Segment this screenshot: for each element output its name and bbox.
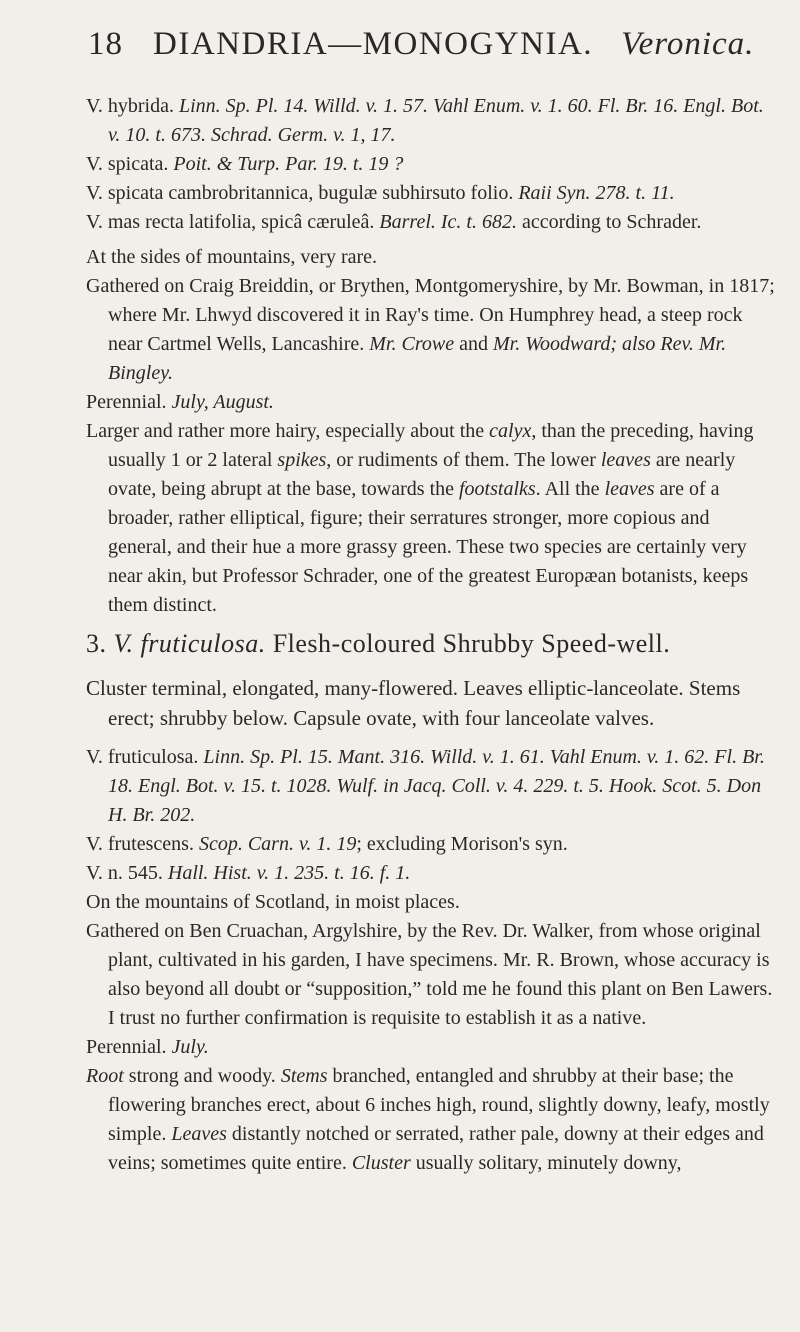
page-number: 18 (88, 26, 123, 62)
diagnosis-text: Cluster terminal, elongated, many-flowered. Leaves elliptic-lanceolate. Stems erect; shrubby below. Capsule ovate, with four lanceolate valves. (86, 676, 741, 730)
reference-line: V. spicata cambrobritannica, bugulæ subhirsuto folio. Raii Syn. 278. t. 11. (86, 182, 675, 204)
running-title: DIANDRIA—MONOGYNIA. (153, 26, 594, 62)
reference-line: V. mas recta latifolia, spicâ cæruleâ. Barrel. Ic. t. 682. according to Schrader. (86, 211, 702, 233)
species-3-section (86, 628, 776, 1178)
synonyms-hybrida (86, 92, 776, 620)
genus-title: Veronica. (621, 26, 755, 62)
reference-line: V. frutescens. Scop. Carn. v. 1. 19; excluding Morison's syn. (86, 833, 568, 855)
habitat-text: On the mountains of Scotland, in moist places. (86, 891, 460, 913)
gathered-text: Gathered on Craig Breiddin, or Brythen, Montgomeryshire, by Mr. Bowman, in 1817; where Mr. Lhwyd discovered it in Ray's time. On Humphrey head, a steep rock near Cartmel Wells, Lancashire. Mr. Crowe and Mr. Woodward; also Rev. Mr. Bingley. (86, 275, 775, 384)
gathered-text: Gathered on Ben Cruachan, Argylshire, by the Rev. Dr. Walker, from whose original plant, cultivated in his garden, I have specimens. Mr. R. Brown, whose accuracy is also beyond all doubt or “supposition,” told me he found this plant on Ben Lawers. I trust no further confirmation is requisite to establish it as a native. (86, 920, 773, 1029)
description-text: Larger and rather more hairy, especially about the calyx, than the preceding, having usually 1 or 2 lateral spikes, or rudiments of them. The lower leaves are nearly ovate, being abrupt at the base, towards the footstalks. All the leaves are of a broader, rather elliptical, figure; their serratures stronger, more copious and general, and their hue a more grassy green. These two species are certainly very near akin, but Professor Schrader, one of the greatest Europæan botanists, keeps them distinct. (86, 420, 754, 616)
habitat-text: At the sides of mountains, very rare. (86, 246, 378, 268)
description-text: Root strong and woody. Stems branched, entangled and shrubby at their base; the flowering branches erect, about 6 inches high, round, slightly downy, leafy, mostly simple. Leaves distantly notched or serrated, rather pale, downy at their edges and veins; sometimes quite entire. Cluster usually solitary, minutely downy, (86, 1065, 770, 1174)
reference-line: V. fruticulosa. Linn. Sp. Pl. 15. Mant. 316. Willd. v. 1. 61. Vahl Enum. v. 1. 62. Fl. Br. 18. Engl. Bot. v. 15. t. 1028. Wulf. in Jacq. Coll. v. 4. 229. t. 5. Hook. Scot. 5. Don H. Br. 202. (86, 746, 765, 826)
reference-line: V. spicata. Poit. & Turp. Par. 19. t. 19 ? (86, 153, 404, 175)
duration-text: Perennial. July, August. (86, 391, 274, 413)
running-header (88, 26, 755, 66)
reference-line: V. n. 545. Hall. Hist. v. 1. 235. t. 16. f. 1. (86, 862, 411, 884)
species-heading: 3. V. fruticulosa. Flesh-coloured Shrubby Speed-well. (86, 629, 671, 658)
duration-text: Perennial. July. (86, 1036, 209, 1058)
reference-line: V. hybrida. Linn. Sp. Pl. 14. Willd. v. 1. 57. Vahl Enum. v. 1. 60. Fl. Br. 16. Engl. Bot. v. 10. t. 673. Schrad. Germ. v. 1, 17. (86, 95, 764, 146)
